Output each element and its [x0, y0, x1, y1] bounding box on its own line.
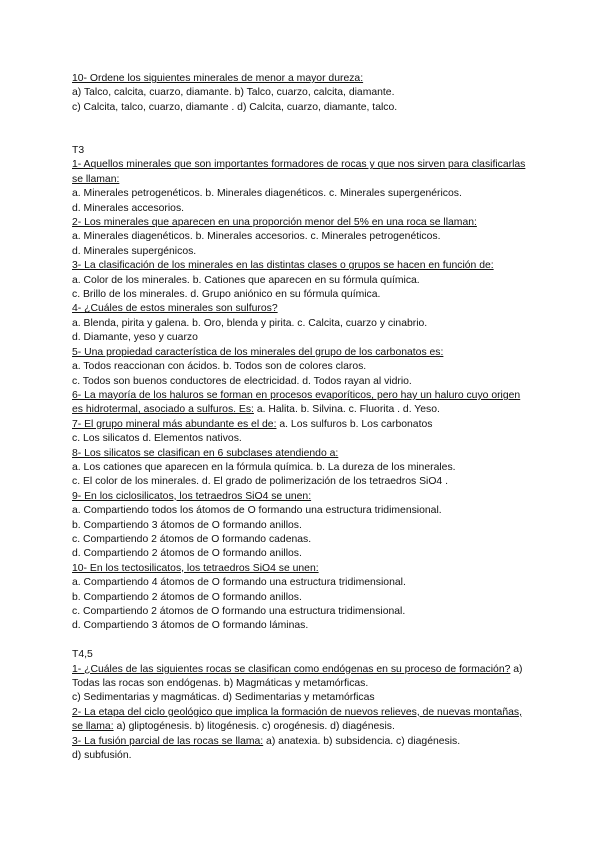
t3-question-8: 8- Los silicatos se clasifican en 6 subclases atendiendo a:	[72, 447, 339, 459]
t3-question-3: 3- La clasificación de los minerales en las distintas clases o grupos se hacen en función de:	[72, 260, 494, 272]
spacer	[72, 130, 532, 144]
t3-question-8-options-cd: c. El color de los minerales. d. El grado de polimerización de los tetraedros SiO4 .	[72, 476, 448, 488]
question-10-hardness: 10- Ordene los siguientes minerales de menor a mayor dureza:	[72, 73, 364, 84]
t3-question-4-options-d: d. Diamante, yeso y cuarzo	[72, 332, 198, 344]
t3-question-4-options: a. Blenda, pirita y galena. b. Oro, blenda y pirita. c. Calcita, cuarzo y cinabrio.	[72, 317, 428, 329]
section-title-t3: T3	[72, 145, 85, 156]
t3-question-10-option-c: c. Compartiendo 2 átomos de O formando una estructura tridimensional.	[72, 606, 406, 617]
t3-question-9-option-c: c. Compartiendo 2 átomos de O formando cadenas.	[72, 533, 312, 545]
t3-question-6-block	[72, 389, 532, 418]
t3-question-1: 1- Aquellos minerales que son importantes formadores de rocas y que nos sirven para clasificarlas se llaman:	[72, 159, 526, 185]
t45-question-1-block	[72, 663, 532, 692]
t3-question-2-options-d: d. Minerales supergénicos.	[72, 245, 197, 257]
t3-question-10: 10- En los tectosilicatos, los tetraedros SiO4 se unen:	[72, 562, 319, 574]
t45-question-3-options-abc: a) anatexia. b) subsidencia. c) diagénesis.	[263, 735, 461, 747]
t3-question-7: 7- El grupo mineral más abundante es el de:	[72, 418, 277, 430]
t3-question-6-options: a. Halita. b. Silvina. c. Fluorita . d. Yeso.	[253, 404, 440, 416]
t45-question-1-options-cd: c) Sedimentarias y magmáticas. d) Sedimentarias y metamórficas	[72, 692, 375, 704]
spacer	[72, 634, 532, 648]
t3-question-10-option-a: a. Compartiendo 4 átomos de O formando una estructura tridimensional.	[72, 577, 406, 589]
t3-question-2-options: a. Minerales diagenéticos. b. Minerales accesorios. c. Minerales petrogenéticos.	[72, 231, 441, 243]
t45-question-1-options-ab: a) Todas las rocas son endógenas. b) Magmáticas y metamórficas.	[72, 663, 523, 690]
t3-question-10-option-d: d. Compartiendo 3 átomos de O formando láminas.	[72, 620, 309, 632]
t3-question-5: 5- Una propiedad característica de los minerales del grupo de los carbonatos es:	[72, 346, 444, 358]
t3-question-9-option-d: d. Compartiendo 2 átomos de O formando anillos.	[72, 548, 302, 560]
t3-question-10-option-b: b. Compartiendo 2 átomos de O formando anillos.	[72, 591, 302, 603]
t45-question-2-options: a) gliptogénesis. b) litogénesis. c) orogénesis. d) diagénesis.	[113, 721, 395, 733]
t3-question-9: 9- En los ciclosilicatos, los tetraedros SiO4 se unen:	[72, 490, 312, 502]
document-page	[72, 72, 532, 763]
t3-question-7-options-ab: a. Los sulfuros b. Los carbonatos	[276, 418, 433, 430]
t3-question-7-block	[72, 418, 532, 432]
section-title-t45: T4,5	[72, 649, 93, 661]
t3-question-5-options-cd: c. Todos son buenos conductores de electricidad. d. Todos rayan al vidrio.	[72, 375, 412, 387]
t45-question-2: 2- La etapa del ciclo geológico que implica la formación de nuevos relieves, de nuevas montañas, se llama:	[72, 706, 522, 733]
question-10-options-cd: c) Calcita, talco, cuarzo, diamante . d) Calcita, cuarzo, diamante, talco.	[72, 101, 398, 113]
t45-question-1: 1- ¿Cuáles de las siguientes rocas se clasifican como endógenas en su proceso de formación?	[72, 663, 511, 675]
question-10-options-ab: a) Talco, calcita, cuarzo, diamante. b) Talco, cuarzo, calcita, diamante.	[72, 87, 395, 99]
t3-question-6: 6- La mayoría de los haluros se forman en procesos evaporíticos, pero hay un haluro cuyo origen es hidrotermal, asociado a sulfuros. Es:	[72, 389, 521, 416]
t45-question-3: 3- La fusión parcial de las rocas se llama:	[72, 735, 264, 747]
spacer	[72, 115, 532, 129]
t45-question-2-block	[72, 706, 532, 735]
t3-question-3-options-cd: c. Brillo de los minerales. d. Grupo aniónico en su fórmula química.	[72, 289, 381, 301]
t3-question-9-option-a: a. Compartiendo todos los átomos de O formando una estructura tridimensional.	[72, 505, 442, 517]
t3-question-4: 4- ¿Cuáles de estos minerales son sulfuros?	[72, 303, 278, 315]
t3-question-9-option-b: b. Compartiendo 3 átomos de O formando anillos.	[72, 519, 302, 531]
t45-question-3-block	[72, 735, 532, 749]
t3-question-5-options-ab: a. Todos reaccionan con ácidos. b. Todos son de colores claros.	[72, 361, 367, 373]
t45-question-3-option-d: d) subfusión.	[72, 750, 132, 762]
t3-question-8-options-ab: a. Los cationes que aparecen en la fórmula química. b. La dureza de los minerales.	[72, 461, 456, 473]
t3-question-3-options-ab: a. Color de los minerales. b. Cationes que aparecen en su fórmula química.	[72, 274, 420, 286]
t3-question-2: 2- Los minerales que aparecen en una proporción menor del 5% en una roca se llaman:	[72, 217, 477, 229]
t3-question-1-options: a. Minerales petrogenéticos. b. Minerales diagenéticos. c. Minerales supergenéricos.	[72, 188, 462, 200]
t3-question-7-options-cd: c. Los silicatos d. Elementos nativos.	[72, 433, 242, 445]
t3-question-1-options-d: d. Minerales accesorios.	[72, 202, 185, 214]
